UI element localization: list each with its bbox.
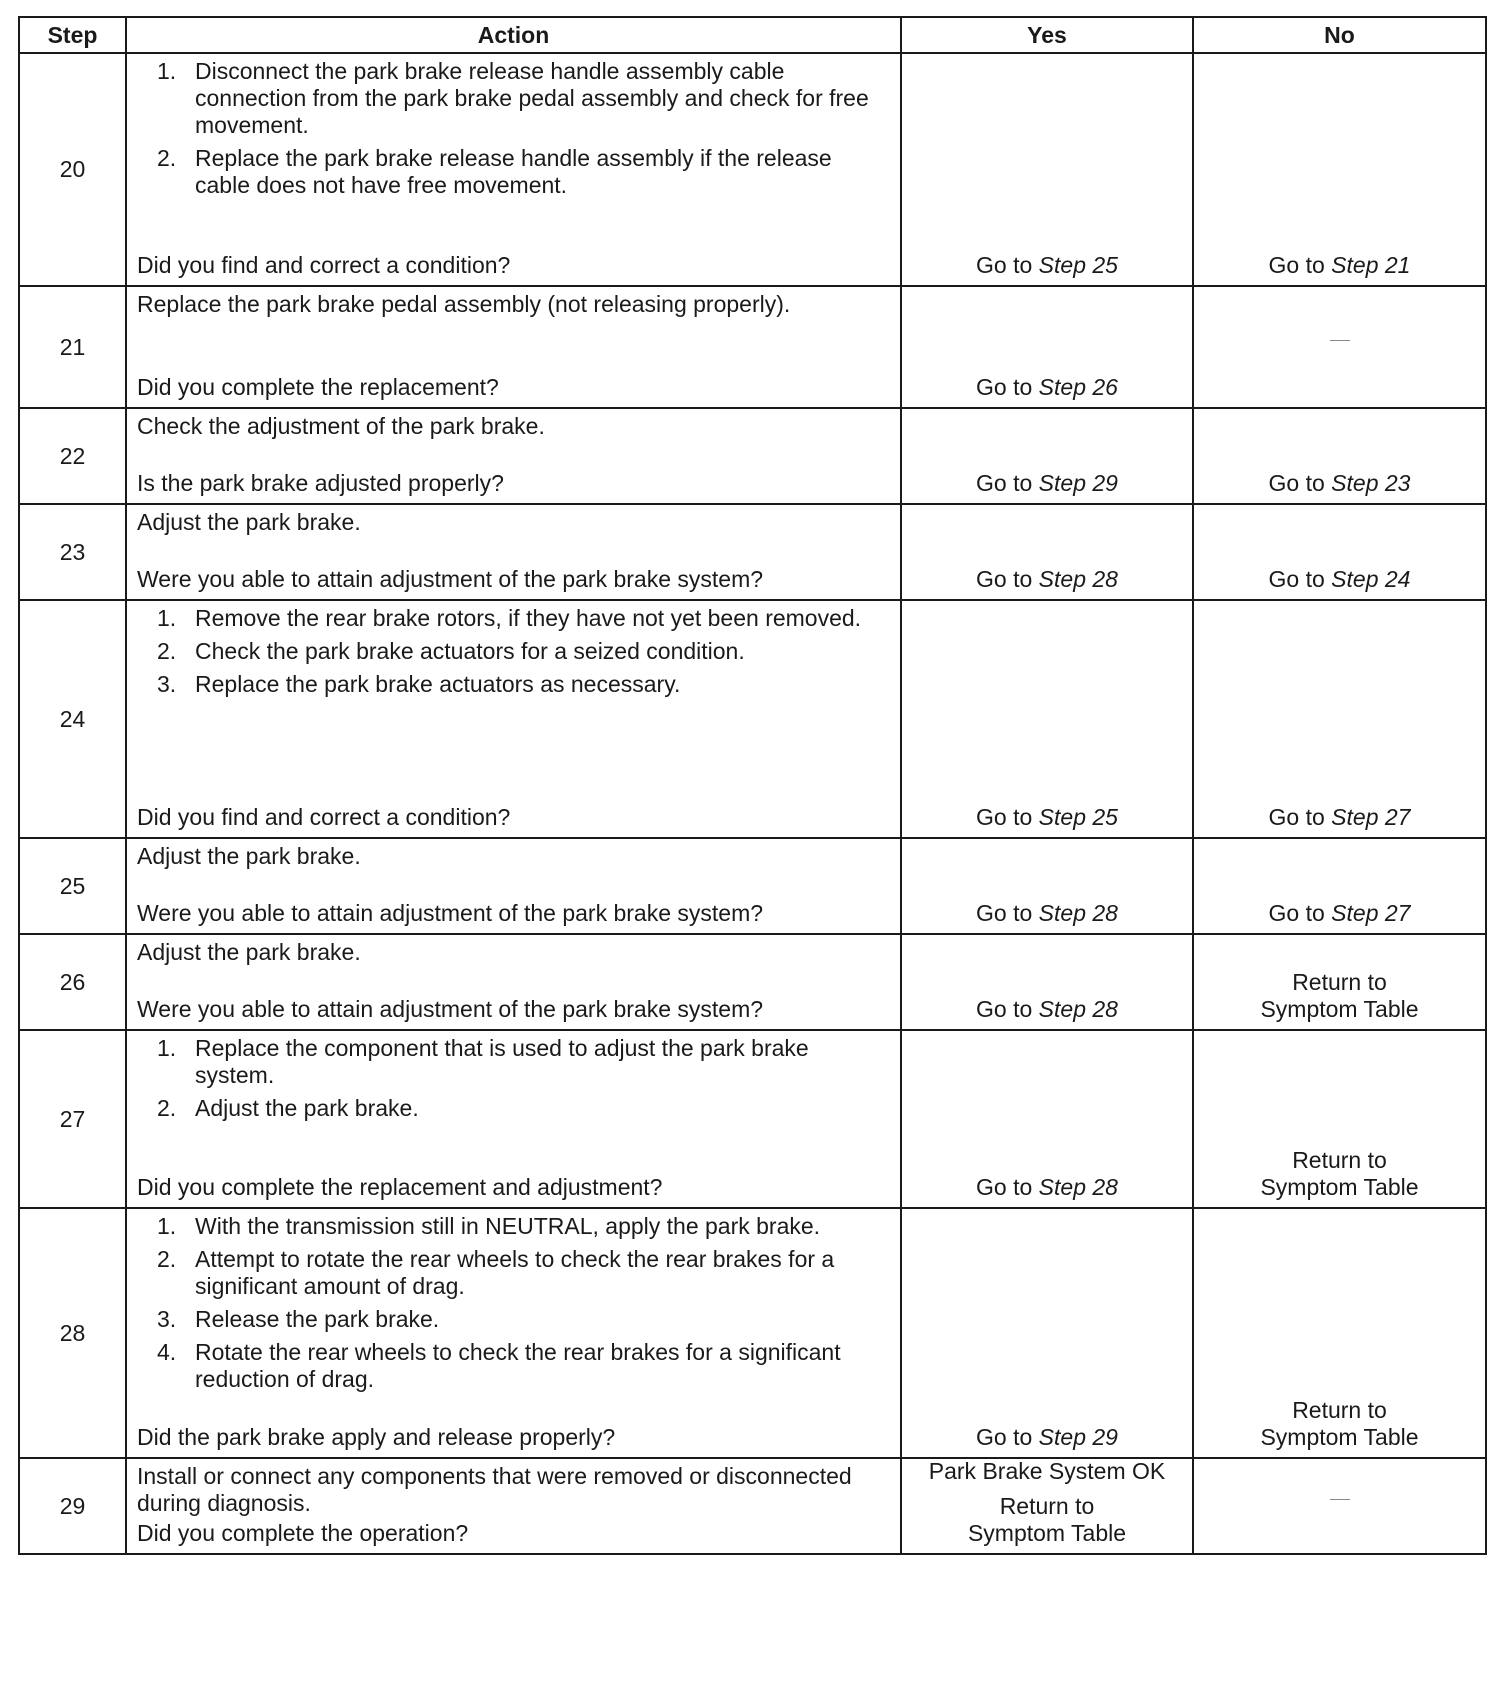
table-row [19, 504, 1486, 600]
action-content [127, 1031, 900, 1207]
step-number: 21 [19, 286, 126, 408]
action-step-number: 3. [157, 1306, 177, 1332]
action-question: Did you complete the operation? [137, 1520, 469, 1546]
yes-outcome [902, 1209, 1192, 1457]
no-outcome-cell [1193, 1208, 1486, 1458]
yes-outcome-cell [901, 1458, 1193, 1554]
action-step [137, 1246, 890, 1300]
step-number: 22 [19, 408, 126, 504]
action-content [127, 601, 900, 837]
action-step-text: With the transmission still in NEUTRAL, apply the park brake. [195, 1213, 821, 1239]
goto-instruction [1269, 900, 1411, 927]
goto-instruction [976, 470, 1118, 497]
action-step-text: Replace the park brake actuators as necessary. [195, 671, 681, 697]
outcome-text-line: Symptom Table [1260, 1424, 1419, 1450]
action-question: Did you complete the replacement and adjustment? [137, 1174, 663, 1200]
step-number: 26 [19, 934, 126, 1030]
action-step [137, 671, 890, 698]
action-instruction: Adjust the park brake. [137, 939, 361, 965]
action-step [137, 1213, 890, 1240]
action-steps-list [137, 1035, 890, 1128]
goto-instruction [976, 566, 1118, 593]
action-cell [126, 53, 901, 286]
goto-prefix: Go to [976, 566, 1039, 592]
goto-instruction [1269, 566, 1411, 593]
goto-step-ref: Step 27 [1331, 804, 1411, 830]
action-steps-list [137, 58, 890, 205]
action-question: Did you find and correct a condition? [137, 252, 511, 278]
action-cell [126, 1030, 901, 1208]
action-step-text: Replace the park brake release handle assembly if the release cable does not have free movement. [195, 145, 832, 198]
action-question: Were you able to attain adjustment of the park brake system? [137, 996, 764, 1022]
action-content [127, 839, 900, 933]
yes-outcome-cell [901, 286, 1193, 408]
outcome-text-line: Return to [1292, 969, 1387, 995]
goto-instruction [976, 996, 1118, 1023]
no-outcome [1194, 1209, 1485, 1457]
action-cell [126, 286, 901, 408]
table-row [19, 1458, 1486, 1554]
goto-prefix: Go to [976, 1424, 1039, 1450]
goto-instruction [976, 1424, 1118, 1451]
no-outcome [1194, 1459, 1485, 1553]
yes-outcome [902, 839, 1192, 933]
step-number: 20 [19, 53, 126, 286]
yes-outcome-cell [901, 53, 1193, 286]
yes-outcome-cell [901, 934, 1193, 1030]
goto-prefix: Go to [1268, 470, 1332, 496]
diagnostic-table [18, 16, 1487, 1555]
header-step: Step [19, 17, 126, 53]
yes-outcome [902, 505, 1192, 599]
no-outcome [1194, 839, 1485, 933]
goto-instruction [1269, 252, 1411, 279]
action-content [127, 935, 900, 1029]
action-content [127, 1209, 900, 1457]
no-outcome-cell [1193, 1458, 1486, 1554]
goto-prefix: Go to [976, 252, 1039, 278]
no-outcome [1194, 601, 1485, 837]
goto-prefix: Go to [1268, 804, 1332, 830]
action-step-number: 1. [157, 58, 177, 84]
action-question: Did the park brake apply and release properly? [137, 1424, 616, 1450]
yes-outcome-cell [901, 504, 1193, 600]
goto-prefix: Go to [976, 1174, 1039, 1200]
step-number: 29 [19, 1458, 126, 1554]
yes-outcome [902, 287, 1192, 407]
action-step-number: 2. [157, 1246, 177, 1272]
no-outcome [1194, 287, 1485, 407]
action-step [137, 638, 890, 665]
action-step [137, 1339, 890, 1393]
action-step-number: 2. [157, 638, 177, 664]
action-step-number: 1. [157, 1035, 177, 1061]
action-step [137, 58, 890, 139]
outcome-text-line: Return to [999, 1493, 1095, 1519]
no-outcome-cell [1193, 1030, 1486, 1208]
no-outcome-cell [1193, 600, 1486, 838]
goto-step-ref: Step 21 [1331, 252, 1411, 278]
no-outcome [1194, 1031, 1485, 1207]
table-row [19, 408, 1486, 504]
action-cell [126, 934, 901, 1030]
no-outcome [1194, 505, 1485, 599]
goto-prefix: Go to [976, 804, 1039, 830]
action-content [127, 54, 900, 285]
no-outcome-cell [1193, 504, 1486, 600]
header-row [19, 17, 1486, 53]
action-step [137, 605, 890, 632]
action-content [127, 287, 900, 407]
action-instruction: Replace the park brake pedal assembly (not releasing properly). [137, 291, 791, 317]
action-instruction: Install or connect any components that were removed or disconnected during diagnosis. [137, 1463, 852, 1516]
yes-outcome-cell [901, 838, 1193, 934]
goto-step-ref: Step 26 [1038, 374, 1118, 400]
goto-step-ref: Step 29 [1038, 470, 1118, 496]
header-action: Action [126, 17, 901, 53]
outcome-text-line: Symptom Table [1260, 1174, 1419, 1200]
yes-outcome-cell [901, 408, 1193, 504]
goto-instruction [976, 252, 1118, 279]
action-question: Were you able to attain adjustment of the park brake system? [137, 566, 764, 592]
action-step-text: Release the park brake. [195, 1306, 440, 1332]
action-instruction: Adjust the park brake. [137, 509, 361, 535]
goto-instruction [976, 900, 1118, 927]
goto-step-ref: Step 24 [1331, 566, 1411, 592]
goto-prefix: Go to [976, 900, 1039, 926]
no-outcome-cell [1193, 934, 1486, 1030]
action-step-text: Check the park brake actuators for a seized condition. [195, 638, 745, 664]
action-cell [126, 1458, 901, 1554]
goto-instruction [1269, 470, 1411, 497]
table-body [19, 53, 1486, 1554]
goto-prefix: Go to [1268, 566, 1332, 592]
action-cell [126, 504, 901, 600]
table-row [19, 600, 1486, 838]
action-cell [126, 600, 901, 838]
action-cell [126, 1208, 901, 1458]
no-outcome-cell [1193, 53, 1486, 286]
step-number: 28 [19, 1208, 126, 1458]
goto-step-ref: Step 27 [1331, 900, 1411, 926]
action-step-text: Attempt to rotate the rear wheels to check the rear brakes for a significant amount of drag. [195, 1246, 835, 1299]
goto-step-ref: Step 28 [1038, 900, 1118, 926]
table-row [19, 1208, 1486, 1458]
action-step [137, 1095, 890, 1122]
yes-outcome [902, 409, 1192, 503]
outcome-text-line: Return to [1292, 1147, 1387, 1173]
action-step [137, 1035, 890, 1089]
action-step-number: 4. [157, 1339, 177, 1365]
outcome-text-line: Symptom Table [1260, 996, 1419, 1022]
no-outcome-cell [1193, 408, 1486, 504]
goto-step-ref: Step 29 [1038, 1424, 1118, 1450]
goto-step-ref: Step 28 [1038, 566, 1118, 592]
goto-prefix: Go to [976, 470, 1039, 496]
goto-step-ref: Step 25 [1038, 804, 1118, 830]
step-number: 25 [19, 838, 126, 934]
action-steps-list [137, 605, 890, 704]
action-step-number: 2. [157, 1095, 177, 1121]
yes-outcome [902, 601, 1192, 837]
action-step-text: Replace the component that is used to adjust the park brake system. [195, 1035, 809, 1088]
goto-prefix: Go to [976, 374, 1039, 400]
table-row [19, 934, 1486, 1030]
goto-step-ref: Step 28 [1038, 1174, 1118, 1200]
action-content [127, 505, 900, 599]
step-number: 24 [19, 600, 126, 838]
action-cell [126, 408, 901, 504]
yes-outcome [902, 1459, 1192, 1553]
goto-prefix: Go to [1268, 252, 1332, 278]
action-step-text: Adjust the park brake. [195, 1095, 419, 1121]
action-step-number: 2. [157, 145, 177, 171]
goto-prefix: Go to [976, 996, 1039, 1022]
not-applicable-dash [1330, 1499, 1350, 1500]
action-question: Is the park brake adjusted properly? [137, 470, 504, 496]
yes-outcome [902, 935, 1192, 1029]
yes-outcome [902, 54, 1192, 285]
outcome-text-line: Return to [1292, 1397, 1387, 1423]
goto-step-ref: Step 23 [1331, 470, 1411, 496]
action-steps-list [137, 1213, 890, 1399]
action-instruction: Check the adjustment of the park brake. [137, 413, 545, 439]
action-step [137, 1306, 890, 1333]
action-question: Did you find and correct a condition? [137, 804, 511, 830]
goto-instruction [976, 1174, 1118, 1201]
table-row [19, 286, 1486, 408]
goto-instruction [976, 804, 1118, 831]
table-row [19, 1030, 1486, 1208]
step-number: 23 [19, 504, 126, 600]
action-content [127, 409, 900, 503]
goto-step-ref: Step 25 [1038, 252, 1118, 278]
action-step-text: Disconnect the park brake release handle assembly cable connection from the park brake pedal assembly and check for free movement. [195, 58, 869, 138]
outcome-text-line: Park Brake System OK [928, 1458, 1166, 1484]
yes-outcome [902, 1031, 1192, 1207]
action-instruction: Adjust the park brake. [137, 843, 361, 869]
action-question: Did you complete the replacement? [137, 374, 499, 400]
header-no: No [1193, 17, 1486, 53]
goto-step-ref: Step 28 [1038, 996, 1118, 1022]
action-question: Were you able to attain adjustment of the park brake system? [137, 900, 764, 926]
goto-prefix: Go to [1268, 900, 1332, 926]
no-outcome [1194, 54, 1485, 285]
step-number: 27 [19, 1030, 126, 1208]
action-step [137, 145, 890, 199]
action-step-number: 1. [157, 1213, 177, 1239]
header-yes: Yes [901, 17, 1193, 53]
action-step-text: Rotate the rear wheels to check the rear brakes for a significant reduction of drag. [195, 1339, 841, 1392]
action-cell [126, 838, 901, 934]
outcome-text-line: Symptom Table [967, 1520, 1127, 1546]
action-step-number: 3. [157, 671, 177, 697]
not-applicable-dash [1330, 340, 1350, 341]
no-outcome [1194, 935, 1485, 1029]
action-step-number: 1. [157, 605, 177, 631]
no-outcome-cell [1193, 286, 1486, 408]
yes-outcome-cell [901, 600, 1193, 838]
goto-instruction [976, 374, 1118, 401]
yes-outcome-cell [901, 1030, 1193, 1208]
no-outcome-cell [1193, 838, 1486, 934]
diagnostic-table-container [18, 16, 1485, 1555]
table-row [19, 838, 1486, 934]
action-content [127, 1459, 900, 1553]
no-outcome [1194, 409, 1485, 503]
yes-outcome-cell [901, 1208, 1193, 1458]
action-step-text: Remove the rear brake rotors, if they have not yet been removed. [195, 605, 862, 631]
table-row [19, 53, 1486, 286]
goto-instruction [1269, 804, 1411, 831]
